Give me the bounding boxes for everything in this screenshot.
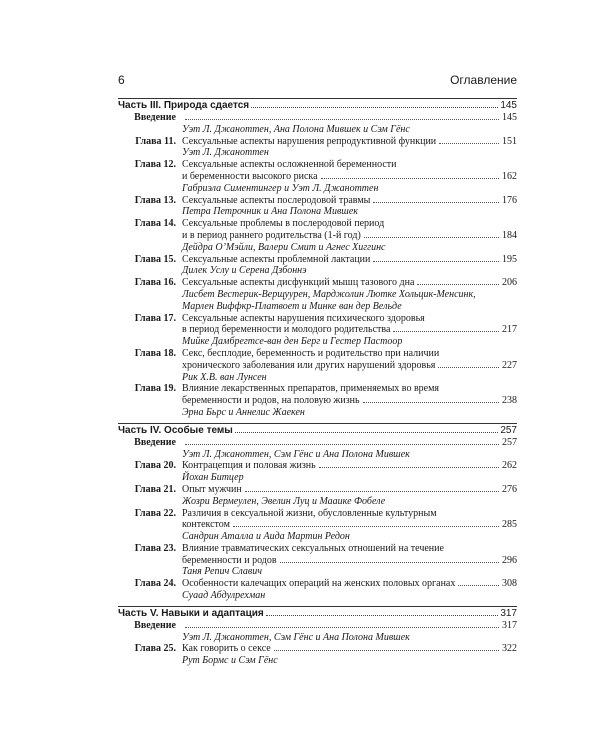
dot-leader [185, 119, 499, 120]
entry-body [182, 543, 517, 578]
dot-leader [185, 444, 499, 445]
entry-title-text: Сексуальные аспекты проблемной лактации [182, 253, 371, 265]
entry-authors: Уэт Л. Джаноттен [182, 147, 269, 159]
entry-body [182, 254, 517, 278]
entry-title-line [182, 519, 517, 531]
dot-leader [319, 467, 499, 468]
entry-page-number: 308 [502, 578, 517, 590]
entry-page-number: 262 [502, 460, 517, 472]
entry-body [182, 578, 517, 602]
entry-title-line [182, 313, 517, 325]
entry-authors: Габриэла Симентингер и Уэт Л. Джаноттен [182, 182, 379, 194]
entry-title-line [182, 136, 517, 148]
toc-entry[interactable] [118, 383, 517, 418]
entry-page-number: 217 [502, 324, 517, 336]
entry-title-text: Сексуальные аспекты нарушения психического здоровья [182, 312, 425, 324]
entry-label: Глава 14. [134, 218, 176, 230]
toc-entry[interactable] [118, 195, 517, 219]
part-heading[interactable] [118, 608, 517, 620]
entry-label: Введение [134, 619, 176, 631]
entry-label: Глава 16. [134, 277, 176, 289]
dot-leader [280, 562, 499, 563]
toc-entry[interactable] [118, 159, 517, 194]
entry-title-text: Опыт мужчин [182, 483, 242, 495]
entry-page-number: 227 [502, 359, 517, 371]
entry-page-number: 145 [502, 112, 517, 123]
toc-entry[interactable] [118, 313, 517, 348]
entry-body [182, 277, 517, 312]
entry-title-line [182, 324, 517, 336]
toc-entry[interactable] [118, 218, 517, 253]
dot-leader [438, 367, 499, 368]
dot-leader [245, 491, 499, 492]
running-title: Оглавление [450, 73, 517, 87]
toc-entry[interactable] [118, 484, 517, 508]
entry-title-line [182, 230, 517, 242]
entry-title-text: хронического заболевания или других нарушений здоровья [182, 359, 436, 371]
toc-entry[interactable] [118, 508, 517, 543]
dot-leader [266, 615, 499, 616]
page-header [118, 73, 517, 87]
entry-body [182, 620, 517, 644]
dot-leader [364, 237, 499, 238]
entry-authors: Уэт Л. Джаноттен, Ана Полона Мившек и Сэм Гёнс [182, 123, 410, 135]
entry-authors: Рут Бормс и Сэм Гёнс [182, 655, 278, 667]
entry-page-number: 151 [502, 135, 517, 147]
entry-title-text: Сексуальные аспекты послеродовой травмы [182, 194, 371, 206]
entry-title-text: Секс, бесплодие, беременность и родительство при наличии [182, 347, 440, 359]
entry-label: Введение [134, 112, 176, 123]
entry-page-number: 184 [502, 229, 517, 241]
part-page-number: 317 [500, 607, 517, 619]
entry-page-number: 276 [502, 483, 517, 495]
entry-authors: Таня Репич Славич [182, 566, 263, 578]
entry-title-text: беременности и родов, на половую жизнь [182, 395, 360, 407]
entry-title-text: Как говорить о сексе [182, 643, 271, 655]
entry-title-text: Сексуальные аспекты дисфункций мышц тазового дна [182, 277, 415, 289]
entry-authors: Уэт Л. Джаноттен, Сэм Гёнс и Ана Полона Мившек [182, 631, 410, 643]
part-title: Часть III. Природа сдается [118, 100, 250, 111]
entry-authors: Мийке Дамбрегтсе-ван ден Берг и Гестер Пастоор [182, 336, 403, 348]
entry-body [182, 159, 517, 194]
entry-label: Глава 24. [134, 578, 176, 590]
part-heading[interactable] [118, 425, 517, 437]
entry-page-number: 322 [502, 643, 517, 655]
entry-body [182, 383, 517, 418]
entry-body [182, 484, 517, 508]
entry-title-line [182, 112, 517, 124]
toc-part [118, 423, 517, 602]
entry-title-line [182, 360, 517, 372]
entry-body [182, 112, 517, 136]
entry-title-line [182, 555, 517, 567]
toc-entry[interactable] [118, 578, 517, 602]
entry-authors: Петра Петрочник и Ана Полона Мившек [182, 206, 358, 218]
entry-body [182, 508, 517, 543]
toc-entry[interactable] [118, 437, 517, 461]
entry-label: Глава 11. [135, 135, 176, 147]
toc-entry[interactable] [118, 277, 517, 312]
entry-authors: Сандрин Аталла и Аида Мартин Редон [182, 531, 350, 543]
dot-leader [458, 585, 499, 586]
entry-title-text: Влияние лекарственных препаратов, применяемых во время [182, 383, 440, 395]
entry-title-line [182, 508, 517, 520]
dot-leader [373, 202, 499, 203]
entry-title-text: Сексуальные аспекты осложненной беременности [182, 159, 397, 171]
entry-title-text: Сексуальные аспекты нарушения репродуктивной функции [182, 135, 437, 147]
entry-title-text: и беременности высокого риска [182, 170, 318, 182]
part-title: Часть V. Навыки и адаптация [118, 607, 264, 619]
part-heading[interactable] [118, 100, 517, 112]
entry-title-line [182, 383, 517, 395]
entry-title-line [182, 395, 517, 407]
entry-label: Глава 25. [134, 643, 176, 655]
entry-authors: Дейдра О’Мэйли, Валери Смит и Агнес Хиггинс [182, 241, 386, 253]
dot-leader [233, 526, 499, 527]
entry-title-line [182, 195, 517, 207]
entry-label: Глава 18. [134, 347, 176, 359]
entry-authors: Марлен Виффкр-Платвоет и Минке ван дер Вельде [182, 300, 402, 312]
toc-entry[interactable] [118, 348, 517, 383]
entry-authors: Уэт Л. Джаноттен, Сэм Гёнс и Ана Полона Мившек [182, 448, 410, 460]
dot-leader [321, 178, 499, 179]
entry-body [182, 195, 517, 219]
entry-label: Глава 20. [134, 460, 176, 472]
entry-body [182, 218, 517, 253]
entry-title-line [182, 484, 517, 496]
entry-title-line [182, 171, 517, 183]
entry-authors: Лисбет Вестерик-Верщуурен, Марджолин Лютке Хольцик-Менсинк, [182, 288, 476, 300]
entry-body [182, 437, 517, 461]
toc-entry[interactable] [118, 254, 517, 278]
toc-part [118, 606, 517, 667]
toc-entry[interactable] [118, 460, 517, 484]
entry-page-number: 195 [502, 253, 517, 265]
entry-title-text: в период беременности и молодого родительства [182, 324, 391, 336]
entry-label: Глава 12. [134, 159, 176, 171]
entry-body [182, 136, 517, 160]
entry-title-text: Сексуальные проблемы в послеродовой период [182, 218, 385, 230]
toc-part [118, 98, 517, 419]
entry-page-number: 238 [502, 395, 517, 407]
dot-leader [373, 261, 499, 262]
part-page-number: 257 [500, 424, 517, 436]
dot-leader [439, 143, 499, 144]
entry-body [182, 313, 517, 348]
entry-title-line [182, 218, 517, 230]
entry-page-number: 162 [502, 170, 517, 182]
entry-title-text: Влияние травматических сексуальных отношений на течение [182, 542, 444, 554]
entry-body [182, 460, 517, 484]
toc-entry[interactable] [118, 643, 517, 667]
toc-entry[interactable] [118, 620, 517, 644]
entry-authors: Йохан Битцер [182, 472, 244, 484]
entry-label: Глава 21. [134, 483, 176, 495]
entry-title-line [182, 643, 517, 655]
entry-title-line [182, 620, 517, 632]
entry-title-text: и в период раннего родительства (1-й год) [182, 229, 361, 241]
entry-page-number: 176 [502, 194, 517, 206]
entry-page-number: 257 [502, 436, 517, 448]
entry-page-number: 206 [502, 277, 517, 289]
table-of-contents [118, 98, 517, 667]
dot-leader [393, 331, 499, 332]
entry-label: Глава 23. [134, 542, 176, 554]
entry-title-line [182, 348, 517, 360]
entry-authors: Рик Х.В. ван Лунсен [182, 371, 267, 383]
entry-body [182, 348, 517, 383]
dot-leader [417, 284, 499, 285]
entry-title-text: Различия в сексуальной жизни, обусловленные культурным [182, 507, 437, 519]
entry-page-number: 296 [502, 554, 517, 566]
entry-label: Глава 19. [134, 383, 176, 395]
page-number: 6 [118, 73, 125, 87]
dot-leader [185, 627, 499, 628]
entry-title-text: беременности и родов [182, 554, 277, 566]
entry-title-line [182, 277, 517, 289]
entry-title-line [182, 543, 517, 555]
toc-entry[interactable] [118, 543, 517, 578]
entry-authors: Дилек Услу и Серена Дзбоннэ [182, 265, 307, 277]
part-title: Часть IV. Особые темы [118, 424, 233, 436]
toc-entry[interactable] [118, 136, 517, 160]
entry-label: Глава 13. [134, 194, 176, 206]
entry-authors: Жозри Вермеулен, Эвелин Луц и Мааике Фобеле [182, 495, 386, 507]
dot-leader [251, 107, 498, 108]
entry-label: Глава 17. [134, 312, 176, 324]
entry-title-line [182, 460, 517, 472]
entry-title-line [182, 254, 517, 266]
entry-page-number: 317 [502, 619, 517, 631]
entry-title-text: Контрацепция и половая жизнь [182, 460, 316, 472]
entry-body [182, 643, 517, 667]
part-page-number: 145 [500, 100, 517, 111]
toc-entry[interactable] [118, 112, 517, 136]
entry-title-line [182, 578, 517, 590]
entry-title-text: Особенности калечащих операций на женских половых органах [182, 578, 456, 590]
entry-label: Глава 22. [134, 507, 176, 519]
entry-title-line [182, 159, 517, 171]
dot-leader [235, 432, 498, 433]
dot-leader [274, 650, 499, 651]
dot-leader [363, 402, 499, 403]
entry-label: Введение [134, 436, 176, 448]
entry-authors: Суаад Абдулрехман [182, 590, 266, 602]
entry-authors: Эрна Бьрс и Аннелис Жаекен [182, 406, 305, 418]
entry-page-number: 285 [502, 519, 517, 531]
entry-label: Глава 15. [134, 253, 176, 265]
entry-title-text: контекстом [182, 519, 230, 531]
entry-title-line [182, 437, 517, 449]
